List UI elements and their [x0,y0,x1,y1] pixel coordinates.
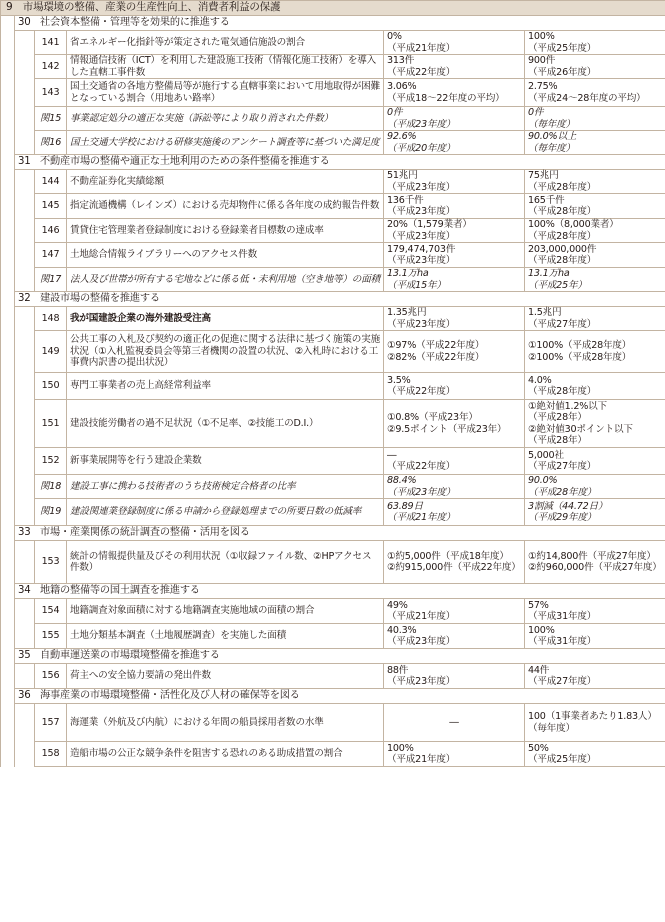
indent-cell [1,307,15,331]
target-value-line: 75兆円 [528,170,559,181]
indicator-number: 147 [35,243,67,268]
baseline-value-cell [384,664,525,689]
subsection-label: 自動車運送業の市場環境整備を推進する [40,650,220,662]
target-value-cell [525,599,665,624]
indent-cell [15,307,35,331]
subsection-label: 建設市場の整備を推進する [40,293,160,305]
target-value-line: 13.1万ha [528,268,570,279]
baseline-value-line: （平成20年度） [387,142,456,154]
indicator-text: 地籍調査対象面積に対する地籍調査実施地域の面積の割合 [67,599,384,624]
target-value-line: （平成28年度） [528,386,597,397]
target-value-line: ①100%（平成28年度） [528,340,632,351]
baseline-value-line: （平成23年度） [387,181,456,193]
subsection-label: 地籍の整備等の国土調査を推進する [40,585,200,597]
indent-cell [15,499,35,526]
indicator-number: 153 [35,541,67,584]
indent-cell [15,268,35,292]
indent-cell [1,584,15,599]
baseline-value-line: （平成22年度） [387,386,456,397]
baseline-value-line: ①0.8%（平成23年） [387,412,478,423]
indicator-row [1,475,665,499]
target-value-cell [525,742,665,767]
indent-cell [1,331,15,373]
indicator-number: 146 [35,219,67,243]
indent-cell [1,541,15,584]
baseline-value-line: ― [387,449,397,461]
subsection-label: 社会資本整備・管理等を効果的に推進する [40,17,230,29]
target-value-cell [525,624,665,649]
target-value-line: （平成26年度） [528,66,597,78]
target-value-line: （平成28年） [528,435,587,446]
indent-cell [1,599,15,624]
indent-cell [1,194,15,219]
indicator-row [1,219,665,243]
indicator-number: 関18 [35,475,67,499]
indicator-text: 統計の情報提供量及びその利用状況（①収録ファイル数、②HPアクセス件数） [67,541,384,584]
baseline-value-cell [384,475,525,499]
baseline-value-cell [384,704,525,742]
indicator-text: 土地分類基本調査（土地履歴調査）を実施した面積 [67,624,384,649]
subsection-number: 35 [18,650,31,662]
indent-cell [1,268,15,292]
indicator-text: 荷主への安全協力要請の発出件数 [67,664,384,689]
target-value-line: ②100%（平成28年度） [528,351,632,363]
indicator-text: 情報通信技術（ICT）を利用した建設施工技術（情報化施工技術）を導入した直轄工事件数 [67,55,384,79]
indent-cell [1,292,15,307]
target-value-cell [525,475,665,499]
indicator-text: 我が国建設企業の海外建設受注高 [67,307,384,331]
indicator-text: 賃貸住宅管理業者登録制度における登録業者目標数の達成率 [67,219,384,243]
indent-cell [1,526,15,541]
subsection-heading [15,155,665,170]
indent-cell [1,704,15,742]
baseline-value-line: （平成21年度） [387,42,456,54]
indicator-number: 関17 [35,268,67,292]
subsection-heading [15,526,665,541]
indicator-row [1,742,665,767]
indent-cell [15,170,35,194]
indicator-text: 事業認定処分の適正な実施（訴訟等により取り消された件数） [67,107,384,131]
target-value-cell [525,219,665,243]
indicator-row [1,624,665,649]
indent-cell [1,649,15,664]
indent-cell [15,624,35,649]
target-value-line: 5,000社 [528,449,564,461]
baseline-value-cell [384,131,525,155]
indicator-text: 指定流通機構（レインズ）における売却物件に係る各年度の成約報告件数 [67,194,384,219]
baseline-value-line: 92.6% [387,131,417,142]
subsection-number: 34 [18,585,31,597]
baseline-value-line: 40.3% [387,624,417,636]
target-value-line: （平成28年度） [528,181,597,193]
subsection-row [1,155,665,170]
baseline-value-cell [384,307,525,331]
baseline-value-cell [384,268,525,292]
subsection-heading [15,16,665,31]
indent-cell [15,331,35,373]
indicator-row [1,170,665,194]
baseline-value-cell [384,499,525,526]
baseline-value-line: （平成23年度） [387,636,456,647]
indicator-row [1,448,665,475]
subsection-row [1,584,665,599]
target-value-cell [525,400,665,448]
indent-cell [15,664,35,689]
baseline-value-line: 0件 [387,107,403,118]
indicator-text: 専門工事業者の売上高経常利益率 [67,373,384,400]
target-value-line: 50% [528,742,549,754]
baseline-value-cell [384,448,525,475]
indent-cell [15,541,35,584]
indicator-text: 法人及び世帯が所有する宅地などに係る低・未利用地（空き地等）の面積 [67,268,384,292]
baseline-value-cell [384,624,525,649]
indicator-text: 建設技能労働者の過不足状況（①不足率、②技能工のD.I.） [67,400,384,448]
target-value-line: （平成28年度） [528,255,597,266]
baseline-value-line: （平成21年度） [387,512,456,523]
baseline-value-line: 136千件 [387,194,424,206]
indent-cell [1,624,15,649]
baseline-value-line: ②約915,000件（平成22年度） [387,562,521,573]
target-value-line: 203,000,000件 [528,243,597,255]
baseline-value-line: （平成21年度） [387,754,456,765]
indicator-text: 国土交通大学校における研修実施後のアンケート調査等に基づいた満足度 [67,131,384,155]
indicator-text: 土地総合情報ライブラリーへのアクセス件数 [67,243,384,268]
subsection-number: 32 [18,293,31,305]
indicator-number: 143 [35,79,67,107]
baseline-value-line: ①97%（平成22年度） [387,340,485,351]
target-value-line: （平成24～28年度の平均） [528,92,646,104]
indicator-row [1,79,665,107]
target-value-line: ①約14,800件（平成27年度） [528,550,656,562]
subsection-label: 不動産市場の整備や適正な土地利用のための条件整備を推進する [40,156,330,168]
baseline-value-line: 3.06% [387,81,417,92]
target-value-line: 90.0%以上 [528,131,577,142]
indicator-number: 156 [35,664,67,689]
indicator-row [1,107,665,131]
target-value-line: 100%（8,000業者） [528,219,619,230]
target-value-line: （平成28年） [528,412,587,423]
baseline-value-cell [384,31,525,55]
indicator-number: 関19 [35,499,67,526]
subsection-label: 海事産業の市場環境整備・活性化及び人材の確保等を図る [40,690,300,702]
subsection-row [1,526,665,541]
baseline-value-cell [384,170,525,194]
baseline-value-line: 100% [387,742,414,754]
subsection-row [1,292,665,307]
indicator-number: 148 [35,307,67,331]
baseline-value-line: 20%（1,579業者） [387,219,472,230]
subsection-label: 市場・産業関係の統計調査の整備・活用を図る [40,527,250,539]
target-value-line: （平成25年） [528,279,587,291]
target-value-line: 44件 [528,664,550,676]
target-value-line: （平成31年度） [528,636,597,647]
target-value-cell [525,541,665,584]
indicator-row [1,131,665,155]
indicator-number: 145 [35,194,67,219]
indent-cell [1,243,15,268]
baseline-value-line: ― [449,716,459,728]
indicator-number: 141 [35,31,67,55]
target-value-cell [525,55,665,79]
baseline-value-line: （平成23年度） [387,230,456,242]
baseline-value-cell [384,243,525,268]
indicator-row [1,194,665,219]
indent-cell [1,742,15,767]
target-value-line: 165千件 [528,194,565,206]
indent-cell [1,55,15,79]
target-value-line: 100% [528,624,555,636]
indent-cell [1,131,15,155]
indicator-number: 151 [35,400,67,448]
target-value-line: 2.75% [528,81,558,92]
indicator-number: 144 [35,170,67,194]
target-value-cell [525,107,665,131]
target-value-cell [525,664,665,689]
baseline-value-line: （平成22年度） [387,66,456,78]
indicator-text: 海運業（外航及び内航）における年間の船員採用者数の水準 [67,704,384,742]
subsection-number: 36 [18,690,31,702]
subsection-heading [15,292,665,307]
indent-cell [15,55,35,79]
indent-cell [15,704,35,742]
indent-cell [1,499,15,526]
target-value-line: （毎年度） [528,118,575,130]
baseline-value-line: 1.35兆円 [387,307,427,318]
indent-cell [15,79,35,107]
indent-cell [15,131,35,155]
subsection-heading [15,584,665,599]
baseline-value-cell [384,79,525,107]
subsection-row [1,16,665,31]
indent-cell [15,373,35,400]
indent-cell [1,31,15,55]
baseline-value-cell [384,219,525,243]
indent-cell [15,400,35,448]
baseline-value-line: （平成23年度） [387,676,456,687]
baseline-value-line: （平成22年度） [387,461,456,472]
indent-cell [15,31,35,55]
indicator-row [1,268,665,292]
indicator-row [1,55,665,79]
indicator-number: 155 [35,624,67,649]
indicator-row [1,664,665,689]
indent-cell [1,170,15,194]
indent-cell [1,448,15,475]
target-value-line: 0件 [528,107,544,118]
baseline-value-line: （平成23年度） [387,486,456,498]
subsection-number: 30 [18,17,31,29]
baseline-value-line: （平成18～22年度の平均） [387,92,505,104]
indicator-number: 関16 [35,131,67,155]
indicator-text: 造船市場の公正な競争条件を阻害する恐れのある助成措置の割合 [67,742,384,767]
target-value-line: （毎年度） [528,142,575,154]
target-value-cell [525,499,665,526]
indicator-number: 158 [35,742,67,767]
indent-cell [1,664,15,689]
target-value-line: （毎年度） [528,722,575,734]
target-value-line: （平成29年度） [528,512,597,523]
baseline-value-cell [384,55,525,79]
indent-cell [1,79,15,107]
subsection-heading [15,649,665,664]
target-value-cell [525,331,665,373]
baseline-value-cell [384,742,525,767]
indicator-text: 建設関連業登録制度に係る申請から登録処理までの所要日数の低減率 [67,499,384,526]
baseline-value-cell [384,373,525,400]
baseline-value-cell [384,541,525,584]
indicator-row [1,31,665,55]
indent-cell [15,194,35,219]
target-value-line: ①絶対値1.2%以下 [528,400,607,412]
indicator-number: 150 [35,373,67,400]
indent-cell [1,16,15,31]
indent-cell [1,155,15,170]
target-value-line: （平成27年度） [528,676,597,687]
baseline-value-cell [384,194,525,219]
target-value-line: （平成28年度） [528,206,597,217]
subsection-number: 31 [18,156,31,168]
indicator-row [1,541,665,584]
baseline-value-line: 3.5% [387,374,411,386]
subsection-row [1,649,665,664]
target-value-line: 100% [528,31,555,42]
target-value-line: 4.0% [528,374,552,386]
indicator-row [1,243,665,268]
indicator-row [1,307,665,331]
indent-cell [15,475,35,499]
baseline-value-cell [384,599,525,624]
indicator-text: 公共工事の入札及び契約の適正化の促進に関する法律に基づく施策の実施状況（①入札監視委員会等第三者機関の設置の状況、②入札時における工事費内訳書の提出状況） [67,331,384,373]
indent-cell [15,599,35,624]
indicator-row [1,599,665,624]
baseline-value-line: 88件 [387,664,409,676]
indicator-row [1,499,665,526]
target-value-line: （平成27年度） [528,318,597,330]
baseline-value-line: （平成23年度） [387,318,456,330]
baseline-value-line: 88.4% [387,475,417,486]
indicator-number: 157 [35,704,67,742]
target-value-cell [525,448,665,475]
target-value-line: 57% [528,599,549,611]
baseline-value-line: 13.1万ha [387,268,429,279]
indicator-row [1,400,665,448]
indent-cell [15,448,35,475]
indent-cell [15,742,35,767]
section-title-row [1,1,665,16]
baseline-value-cell [384,331,525,373]
target-value-line: （平成31年度） [528,611,597,622]
page-title: 9 市場環境の整備、産業の生産性向上、消費者利益の保護 [1,1,665,16]
subsection-number: 33 [18,527,31,539]
baseline-value-line: ①約5,000件（平成18年度） [387,550,509,562]
indent-cell [1,373,15,400]
indicator-number: 142 [35,55,67,79]
baseline-value-cell [384,107,525,131]
baseline-value-line: ②9.5ポイント（平成23年） [387,423,507,435]
indicator-number: 149 [35,331,67,373]
indicator-number: 152 [35,448,67,475]
indent-cell [15,219,35,243]
baseline-value-line: （平成23年度） [387,206,456,217]
baseline-value-line: 0% [387,31,402,42]
indicator-text: 新事業展開等を行う建設企業数 [67,448,384,475]
indicator-text: 不動産証券化実績総額 [67,170,384,194]
target-value-cell [525,131,665,155]
indent-cell [1,219,15,243]
target-value-cell [525,79,665,107]
target-value-line: （平成28年度） [528,486,597,498]
target-value-line: （平成27年度） [528,461,597,472]
target-value-cell [525,268,665,292]
baseline-value-line: （平成15年） [387,279,446,291]
baseline-value-line: 313件 [387,55,415,66]
target-value-cell [525,194,665,219]
target-value-line: 3割減（44.72日） [528,500,608,512]
target-value-line: （平成28年度） [528,230,597,242]
baseline-value-line: 63.89日 [387,500,423,512]
subsection-heading [15,689,665,704]
indicator-number: 関15 [35,107,67,131]
target-value-line: 1.5兆円 [528,307,562,318]
target-value-line: 900件 [528,55,556,66]
indent-cell [1,475,15,499]
target-value-cell [525,373,665,400]
baseline-value-line: 49% [387,599,408,611]
target-value-cell [525,243,665,268]
target-value-line: （平成25年度） [528,754,597,765]
target-value-line: 100（1事業者あたり1.83人） [528,711,657,722]
baseline-value-line: （平成23年度） [387,255,456,266]
indent-cell [1,689,15,704]
target-value-cell [525,307,665,331]
baseline-value-line: 179,474,703件 [387,243,456,255]
target-value-line: （平成25年度） [528,42,597,54]
indicator-row [1,331,665,373]
baseline-value-cell [384,400,525,448]
target-value-cell [525,704,665,742]
indent-cell [15,107,35,131]
indicator-row [1,704,665,742]
indent-cell [1,107,15,131]
baseline-value-line: （平成23年度） [387,118,456,130]
indicator-number: 154 [35,599,67,624]
baseline-value-line: ②82%（平成22年度） [387,351,485,363]
baseline-value-line: （平成21年度） [387,611,456,622]
target-value-line: ②約960,000件（平成27年度） [528,562,662,573]
target-value-line: 90.0% [528,475,558,486]
indent-cell [1,400,15,448]
indicator-text: 建設工事に携わる技術者のうち技術検定合格者の比率 [67,475,384,499]
indicator-text: 省エネルギー化指針等が策定された電気通信施設の割合 [67,31,384,55]
indent-cell [15,243,35,268]
indicator-text: 国土交通省の各地方整備局等が施行する直轄事業において用地取得が困難となっている割合（用地あい路率） [67,79,384,107]
target-value-line: ②絶対値30ポイント以下 [528,423,633,435]
target-value-cell [525,170,665,194]
target-value-cell [525,31,665,55]
subsection-row [1,689,665,704]
indicator-row [1,373,665,400]
baseline-value-line: 51兆円 [387,170,418,181]
